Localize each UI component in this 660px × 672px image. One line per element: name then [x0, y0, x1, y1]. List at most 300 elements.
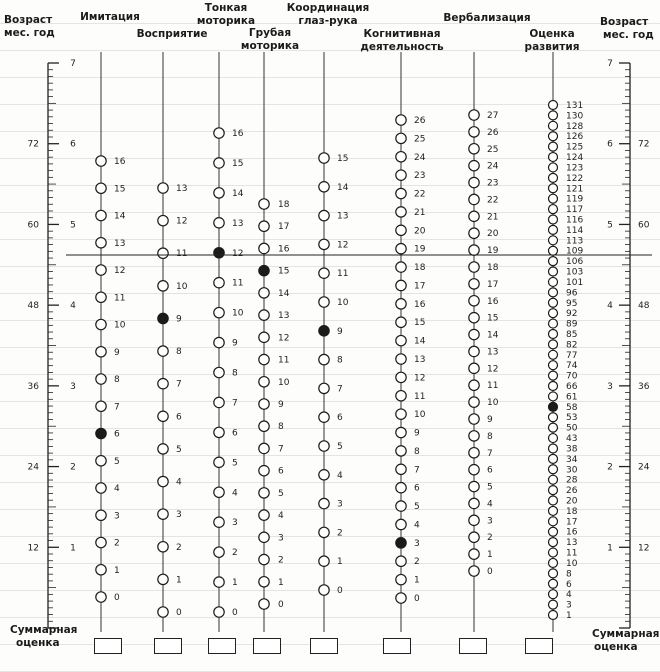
- item-number-label: 5: [487, 482, 493, 493]
- item-marker: [214, 427, 224, 437]
- item-number-label: 6: [487, 465, 493, 476]
- item-number-label: 14: [487, 330, 499, 341]
- item-marker: [469, 262, 479, 272]
- filled-item-marker: [319, 326, 329, 336]
- item-marker: [214, 397, 224, 407]
- item-marker: [319, 239, 329, 249]
- item-number-label: 15: [114, 184, 126, 195]
- left-year-label: 4: [70, 301, 76, 312]
- item-marker: [549, 298, 558, 307]
- item-number-label: 26: [566, 486, 578, 497]
- item-number-label: 5: [414, 502, 420, 513]
- header-cognitive-2: деятельность: [360, 41, 444, 53]
- item-marker: [469, 448, 479, 458]
- item-marker: [214, 158, 224, 168]
- item-number-label: 12: [487, 364, 499, 375]
- item-marker: [549, 413, 558, 422]
- item-number-label: 10: [176, 281, 188, 292]
- item-number-label: 6: [232, 428, 238, 439]
- item-number-label: 82: [566, 340, 578, 351]
- item-number-label: 16: [566, 527, 578, 538]
- right-month-label: 12: [638, 543, 650, 554]
- item-marker: [158, 215, 168, 225]
- item-marker: [259, 332, 269, 342]
- item-marker: [549, 392, 558, 401]
- item-number-label: 2: [487, 533, 493, 544]
- item-number-label: 6: [414, 483, 420, 494]
- item-marker: [549, 454, 558, 463]
- item-marker: [469, 211, 479, 221]
- item-marker: [96, 592, 106, 602]
- item-number-label: 18: [566, 506, 578, 517]
- item-marker: [549, 132, 558, 141]
- item-marker: [469, 177, 479, 187]
- item-number-label: 113: [566, 236, 584, 247]
- filled-item-marker: [259, 265, 269, 275]
- item-number-label: 3: [114, 511, 120, 522]
- item-number-label: 4: [232, 488, 238, 499]
- header-gross-motor-2: моторика: [240, 40, 300, 52]
- item-marker: [549, 277, 558, 286]
- item-number-label: 5: [114, 456, 120, 467]
- item-marker: [319, 297, 329, 307]
- item-marker: [549, 111, 558, 120]
- item-number-label: 13: [176, 184, 188, 194]
- item-marker: [469, 363, 479, 373]
- item-number-label: 5: [337, 442, 343, 452]
- item-marker: [259, 488, 269, 498]
- item-number-label: 61: [566, 392, 578, 403]
- item-marker: [549, 246, 558, 255]
- item-number-label: 53: [566, 413, 578, 424]
- item-marker: [469, 245, 479, 255]
- item-marker: [469, 498, 479, 508]
- item-marker: [259, 577, 269, 587]
- item-marker: [549, 486, 558, 495]
- item-number-label: 95: [566, 298, 578, 309]
- item-number-label: 14: [232, 188, 244, 199]
- item-marker: [214, 188, 224, 198]
- item-number-label: 2: [278, 555, 284, 566]
- item-marker: [549, 340, 558, 349]
- item-number-label: 11: [487, 381, 499, 392]
- item-number-label: 123: [566, 163, 584, 174]
- item-marker: [319, 527, 329, 537]
- item-marker: [158, 248, 168, 258]
- item-marker: [396, 225, 406, 235]
- item-marker: [259, 599, 269, 609]
- item-marker: [259, 510, 269, 520]
- item-number-label: 8: [232, 368, 238, 379]
- item-number-label: 9: [232, 338, 238, 349]
- score-box-dev-score[interactable]: [525, 638, 553, 654]
- item-number-label: 23: [487, 178, 499, 189]
- item-number-label: 16: [487, 296, 499, 307]
- item-marker: [259, 554, 269, 564]
- item-marker: [549, 527, 558, 536]
- item-number-label: 117: [566, 205, 584, 216]
- item-number-label: 4: [487, 499, 493, 510]
- item-marker: [549, 579, 558, 588]
- item-number-label: 12: [278, 333, 290, 344]
- item-marker: [469, 397, 479, 407]
- item-marker: [549, 350, 558, 359]
- item-marker: [469, 144, 479, 154]
- item-number-label: 26: [414, 116, 426, 126]
- item-marker: [259, 399, 269, 409]
- item-marker: [549, 569, 558, 578]
- item-number-label: 13: [337, 211, 349, 222]
- item-number-label: 17: [487, 279, 499, 290]
- item-number-label: 14: [337, 182, 349, 193]
- item-number-label: 27: [487, 111, 499, 121]
- item-marker: [96, 565, 106, 575]
- item-number-label: 15: [487, 313, 499, 324]
- score-box-imitation[interactable]: [94, 638, 122, 654]
- item-number-label: 13: [414, 355, 426, 365]
- item-number-label: 10: [114, 320, 126, 331]
- item-number-label: 0: [278, 600, 284, 610]
- item-marker: [214, 277, 224, 287]
- sum-label-right-1: Суммарная: [592, 628, 660, 640]
- score-box-fine-motor[interactable]: [208, 638, 236, 654]
- item-number-label: 16: [114, 157, 126, 167]
- header-gross-motor-1: Грубая: [248, 27, 292, 39]
- item-marker: [549, 184, 558, 193]
- item-marker: [96, 265, 106, 275]
- score-box-cognitive[interactable]: [383, 638, 411, 654]
- item-marker: [214, 307, 224, 317]
- item-marker: [549, 600, 558, 609]
- item-marker: [214, 128, 224, 138]
- left-year-label: 6: [70, 139, 76, 150]
- item-number-label: 121: [566, 184, 584, 195]
- item-marker: [396, 188, 406, 198]
- item-number-label: 2: [337, 528, 343, 539]
- item-marker: [549, 163, 558, 172]
- item-number-label: 43: [566, 434, 578, 445]
- item-number-label: 21: [414, 207, 426, 218]
- item-marker: [214, 218, 224, 228]
- header-dev-score-2: развития: [524, 41, 580, 53]
- item-marker: [96, 210, 106, 220]
- item-number-label: 7: [176, 379, 182, 390]
- item-marker: [214, 457, 224, 467]
- header-fine-motor-1: Тонкая: [204, 2, 248, 14]
- item-number-label: 58: [566, 402, 578, 413]
- item-marker: [214, 577, 224, 587]
- item-number-label: 22: [487, 195, 499, 206]
- scale-8: [549, 52, 584, 632]
- item-number-label: 89: [566, 319, 578, 330]
- item-marker: [396, 482, 406, 492]
- item-number-label: 15: [232, 158, 244, 169]
- scale-5: [319, 52, 349, 632]
- item-marker: [469, 194, 479, 204]
- item-number-label: 22: [414, 189, 426, 200]
- item-number-label: 1: [114, 565, 120, 576]
- item-number-label: 7: [337, 384, 343, 395]
- item-marker: [214, 367, 224, 377]
- item-number-label: 11: [566, 548, 578, 559]
- item-number-label: 26: [487, 127, 499, 138]
- item-number-label: 2: [414, 557, 420, 568]
- item-number-label: 10: [232, 308, 244, 319]
- right-year-label: 3: [607, 381, 613, 392]
- item-marker: [396, 427, 406, 437]
- item-marker: [469, 127, 479, 137]
- item-marker: [158, 607, 168, 617]
- item-number-label: 8: [414, 446, 420, 457]
- item-number-label: 14: [414, 336, 426, 347]
- item-marker: [549, 205, 558, 214]
- item-marker: [158, 411, 168, 421]
- item-number-label: 2: [232, 548, 238, 559]
- item-number-label: 122: [566, 173, 584, 184]
- item-marker: [96, 483, 106, 493]
- item-number-label: 7: [232, 398, 238, 409]
- item-number-label: 6: [278, 466, 284, 477]
- item-marker: [549, 142, 558, 151]
- item-number-label: 3: [232, 518, 238, 529]
- left-year-label: 3: [70, 381, 76, 392]
- header-fine-motor-2: моторика: [196, 15, 256, 27]
- item-marker: [396, 446, 406, 456]
- item-marker: [549, 517, 558, 526]
- item-number-label: 3: [278, 533, 284, 544]
- item-number-label: 10: [566, 558, 578, 569]
- item-number-label: 92: [566, 309, 578, 320]
- item-marker: [469, 431, 479, 441]
- item-marker: [549, 153, 558, 162]
- item-marker: [96, 510, 106, 520]
- right-month-label: 24: [638, 462, 650, 473]
- item-number-label: 13: [566, 538, 578, 549]
- score-box-verbalization[interactable]: [459, 638, 487, 654]
- item-marker: [549, 558, 558, 567]
- item-marker: [469, 296, 479, 306]
- left-year-label: 7: [70, 59, 76, 69]
- scale-1: [96, 52, 126, 632]
- item-number-label: 18: [278, 200, 290, 210]
- item-marker: [549, 506, 558, 515]
- item-number-label: 13: [232, 218, 244, 229]
- item-marker: [319, 556, 329, 566]
- item-marker: [396, 152, 406, 162]
- item-marker: [469, 515, 479, 525]
- header-verbalization: Вербализация: [443, 12, 531, 24]
- item-number-label: 14: [114, 211, 126, 222]
- item-number-label: 9: [414, 428, 420, 439]
- item-number-label: 0: [414, 594, 420, 604]
- item-marker: [469, 312, 479, 322]
- item-number-label: 103: [566, 267, 584, 278]
- item-number-label: 8: [176, 347, 182, 358]
- item-marker: [319, 585, 329, 595]
- right-year-label: 2: [607, 462, 613, 473]
- item-number-label: 1: [176, 575, 182, 586]
- item-marker: [396, 280, 406, 290]
- item-number-label: 4: [566, 590, 572, 601]
- item-marker: [96, 401, 106, 411]
- score-box-perception[interactable]: [154, 638, 182, 654]
- item-number-label: 7: [278, 444, 284, 455]
- item-number-label: 8: [114, 375, 120, 385]
- item-marker: [259, 288, 269, 298]
- item-number-label: 19: [487, 246, 499, 257]
- item-marker: [396, 335, 406, 345]
- item-number-label: 4: [278, 511, 284, 522]
- right-month-label: 60: [638, 220, 650, 231]
- item-number-label: 17: [414, 281, 426, 292]
- item-number-label: 124: [566, 153, 584, 164]
- item-marker: [259, 377, 269, 387]
- item-marker: [259, 443, 269, 453]
- item-number-label: 9: [114, 347, 120, 358]
- sum-label-left-1: Суммарная: [10, 624, 78, 636]
- item-marker: [259, 221, 269, 231]
- left-month-label: 36: [27, 381, 39, 392]
- item-marker: [469, 532, 479, 542]
- left-year-label: 2: [70, 462, 76, 473]
- item-number-label: 20: [566, 496, 578, 507]
- item-number-label: 28: [566, 475, 578, 486]
- item-marker: [259, 310, 269, 320]
- item-marker: [469, 279, 479, 289]
- item-marker: [96, 537, 106, 547]
- item-marker: [259, 532, 269, 542]
- item-marker: [319, 354, 329, 364]
- right-year-label: 5: [607, 220, 613, 231]
- item-marker: [549, 236, 558, 245]
- item-marker: [96, 456, 106, 466]
- item-marker: [96, 374, 106, 384]
- item-number-label: 30: [566, 465, 578, 476]
- left-age-units: мес. год: [4, 27, 55, 39]
- item-marker: [158, 346, 168, 356]
- item-number-label: 125: [566, 142, 584, 153]
- item-number-label: 12: [414, 373, 426, 384]
- score-box-eye-hand[interactable]: [310, 638, 338, 654]
- right-month-label: 36: [638, 381, 650, 392]
- item-marker: [549, 538, 558, 547]
- item-number-label: 5: [232, 458, 238, 469]
- item-number-label: 3: [176, 510, 182, 521]
- item-marker: [96, 292, 106, 302]
- item-marker: [96, 238, 106, 248]
- item-marker: [549, 267, 558, 276]
- item-number-label: 5: [278, 488, 284, 499]
- item-number-label: 17: [566, 517, 578, 528]
- right-year-label: 4: [607, 301, 613, 312]
- item-marker: [158, 444, 168, 454]
- item-number-label: 11: [337, 269, 349, 280]
- right-year-label: 1: [607, 543, 613, 554]
- header-eye-hand-1: Координация: [286, 2, 370, 14]
- item-marker: [96, 319, 106, 329]
- filled-item-marker: [158, 313, 168, 323]
- item-marker: [469, 464, 479, 474]
- header-imitation: Имитация: [80, 11, 140, 23]
- item-marker: [469, 481, 479, 491]
- filled-item-marker: [214, 248, 224, 258]
- item-marker: [469, 160, 479, 170]
- item-marker: [158, 574, 168, 584]
- item-number-label: 8: [278, 422, 284, 433]
- item-number-label: 131: [566, 101, 584, 111]
- item-number-label: 1: [278, 577, 284, 588]
- item-number-label: 11: [114, 293, 126, 304]
- scale-2: [158, 52, 188, 632]
- item-marker: [214, 487, 224, 497]
- item-marker: [549, 309, 558, 318]
- item-marker: [396, 556, 406, 566]
- item-number-label: 9: [337, 326, 343, 337]
- right-year-label: 7: [607, 59, 613, 69]
- item-marker: [319, 383, 329, 393]
- scale-6: [396, 52, 426, 632]
- item-number-label: 85: [566, 329, 578, 340]
- item-number-label: 0: [337, 586, 343, 596]
- item-number-label: 10: [487, 398, 499, 409]
- item-marker: [396, 501, 406, 511]
- scale-7: [469, 52, 499, 632]
- item-number-label: 8: [337, 355, 343, 366]
- item-marker: [319, 268, 329, 278]
- score-box-gross-motor[interactable]: [253, 638, 281, 654]
- item-number-label: 50: [566, 423, 578, 434]
- item-number-label: 19: [414, 244, 426, 255]
- item-number-label: 18: [487, 263, 499, 273]
- item-marker: [549, 611, 558, 620]
- item-number-label: 119: [566, 194, 584, 205]
- item-number-label: 7: [414, 465, 420, 476]
- item-number-label: 13: [114, 238, 126, 249]
- item-number-label: 12: [176, 216, 188, 227]
- right-age-title: Возраст: [600, 16, 649, 28]
- item-number-label: 12: [114, 266, 126, 276]
- item-number-label: 0: [114, 593, 120, 603]
- item-number-label: 9: [278, 400, 284, 410]
- item-number-label: 130: [566, 111, 584, 122]
- item-number-label: 15: [278, 266, 290, 277]
- item-marker: [396, 464, 406, 474]
- item-number-label: 4: [337, 470, 343, 481]
- item-number-label: 25: [487, 144, 499, 155]
- item-marker: [469, 566, 479, 576]
- item-marker: [319, 441, 329, 451]
- item-number-label: 16: [414, 299, 426, 310]
- item-marker: [396, 574, 406, 584]
- header-cognitive-1: Когнитивная: [363, 28, 441, 40]
- item-number-label: 24: [487, 161, 499, 172]
- item-marker: [396, 115, 406, 125]
- sum-label-right-2: оценка: [594, 641, 638, 653]
- item-marker: [549, 382, 558, 391]
- item-number-label: 12: [232, 248, 244, 259]
- sum-label-left-2: оценка: [16, 637, 60, 649]
- item-marker: [396, 133, 406, 143]
- item-number-label: 70: [566, 371, 578, 382]
- item-marker: [549, 475, 558, 484]
- item-number-label: 5: [176, 444, 182, 455]
- item-number-label: 13: [487, 347, 499, 358]
- item-marker: [469, 549, 479, 559]
- item-number-label: 7: [487, 448, 493, 459]
- item-marker: [469, 228, 479, 238]
- item-marker: [214, 607, 224, 617]
- item-marker: [396, 243, 406, 253]
